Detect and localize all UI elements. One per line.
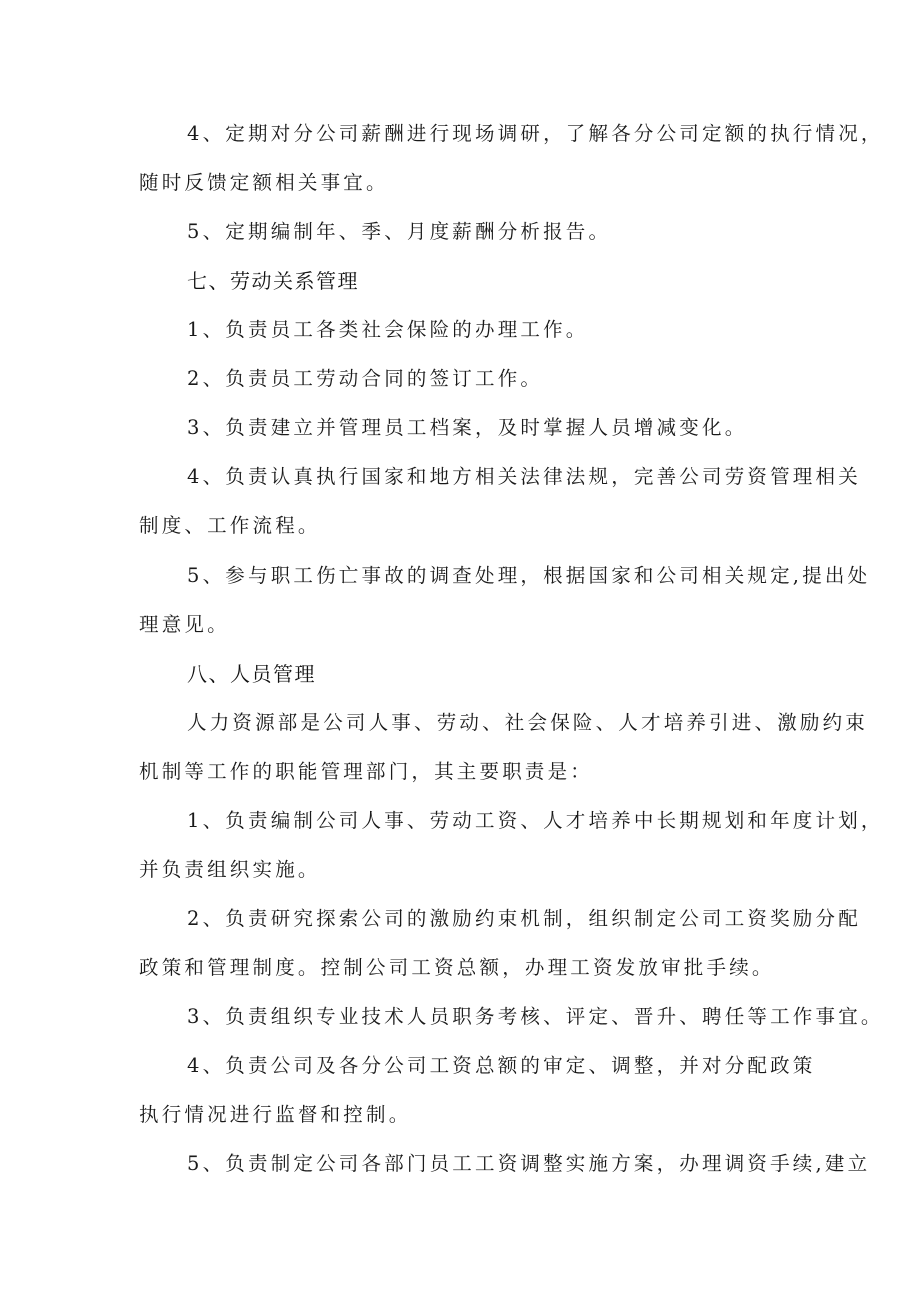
paragraph-line: 4、负责公司及各分公司工资总额的审定、调整，并对分配政策	[187, 1054, 816, 1077]
section-heading-personnel: 八、人员管理	[187, 662, 316, 686]
paragraph-line: 随时反馈定额相关事宜。	[139, 171, 389, 194]
paragraph-line: 5、负责制定公司各部门员工工资调整实施方案，办理调资手续,建立	[187, 1152, 871, 1175]
paragraph-line: 政策和管理制度。控制公司工资总额，办理工资发放审批手续。	[139, 956, 775, 979]
section-heading-labor-relations: 七、劳动关系管理	[187, 269, 359, 293]
paragraph-line: 3、负责组织专业技术人员职务考核、评定、晋升、聘任等工作事宜。	[187, 1005, 884, 1028]
paragraph-line: 并负责组织实施。	[139, 858, 321, 881]
paragraph-line: 4、负责认真执行国家和地方相关法律法规，完善公司劳资管理相关	[187, 465, 861, 488]
paragraph-line: 机制等工作的职能管理部门，其主要职责是：	[139, 760, 594, 783]
paragraph-line: 5、定期编制年、季、月度薪酬分析报告。	[187, 220, 612, 243]
paragraph-line: 2、负责员工劳动合同的签订工作。	[187, 367, 544, 390]
paragraph-line: 理意见。	[139, 613, 230, 636]
paragraph-line: 4、定期对分公司薪酬进行现场调研，了解各分公司定额的执行情况，	[187, 122, 884, 145]
paragraph-line: 制度、工作流程。	[139, 514, 321, 537]
paragraph-line: 1、负责员工各类社会保险的办理工作。	[187, 318, 589, 341]
paragraph-line: 5、参与职工伤亡事故的调查处理，根据国家和公司相关规定,提出处	[187, 564, 871, 587]
paragraph-line: 2、负责研究探索公司的激励约束机制，组织制定公司工资奖励分配	[187, 907, 861, 930]
paragraph-line: 1、负责编制公司人事、劳动工资、人才培养中长期规划和年度计划，	[187, 809, 884, 832]
paragraph-line: 执行情况进行监督和控制。	[139, 1103, 412, 1126]
paragraph-line: 3、负责建立并管理员工档案，及时掌握人员增减变化。	[187, 416, 748, 439]
paragraph-line: 人力资源部是公司人事、劳动、社会保险、人才培养引进、激励约束	[187, 711, 869, 734]
